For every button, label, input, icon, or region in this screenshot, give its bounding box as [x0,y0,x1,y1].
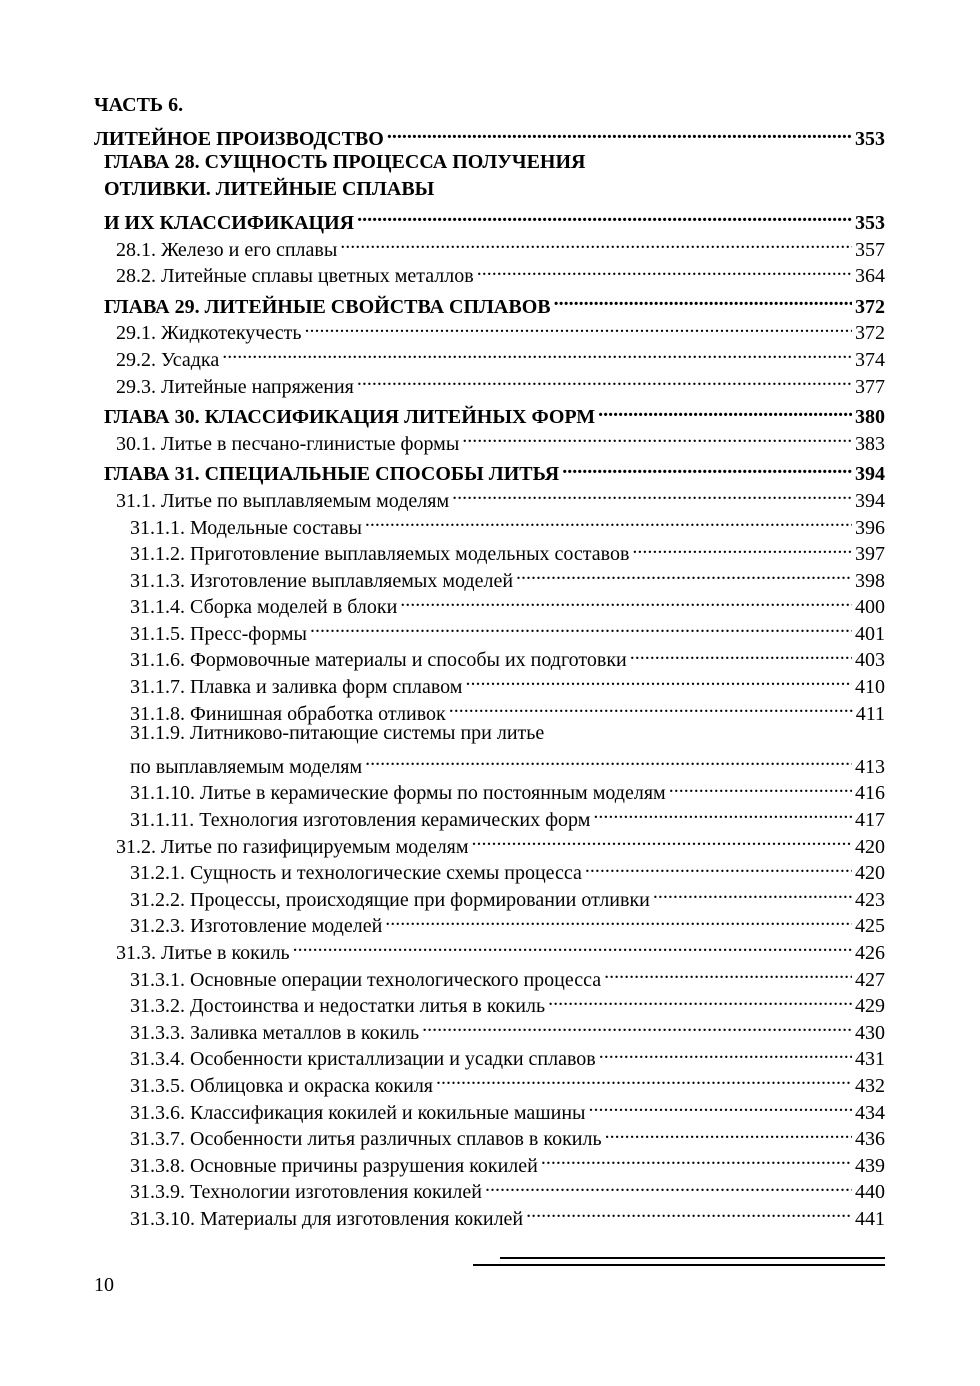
entry-title: 31.1.6. Формовочные материалы и способы их подготовки [130,649,627,672]
toc-entry-section[interactable] [116,423,885,455]
entry-title: 31.2.2. Процессы, происходящие при формировании отливки [130,888,650,911]
entry-page: 411 [855,702,885,725]
entry-title: 31.1.7. Плавка и заливка форм сплавом [130,676,463,699]
entry-title: 31.3.3. Заливка металлов в кокиль [130,1021,420,1044]
entry-page: 427 [855,968,885,991]
toc-entry-subsection[interactable] [130,640,885,672]
entry-page: 403 [855,649,885,672]
entry-title: 31.3.4. Особенности кристаллизации и усадки сплавов [130,1048,596,1071]
entry-title-part: 31.1.9. Литниково-питающие системы при литье [130,721,545,744]
dot-leader [310,613,852,640]
entry-title: 31.1.11. Технология изготовления керамических форм [130,809,591,832]
dot-leader [605,1119,852,1146]
entry-title: 31.3.1. Основные операции технологического процесса [130,968,602,991]
entry-page: 431 [855,1048,885,1071]
toc-entry-chapter-31[interactable] [104,454,885,486]
table-of-contents [0,92,980,1230]
dot-leader [516,560,852,587]
dot-leader [593,799,852,826]
entry-page: 426 [855,942,885,964]
dot-leader [387,119,852,146]
footer-rule-lower [473,1264,885,1266]
entry-title: 28.2. Литейные сплавы цветных металлов [116,265,474,288]
entry-page: 440 [855,1181,885,1204]
entry-title: 31.1.10. Литье в керамические формы по постоянным моделям [130,782,666,805]
part-label: ЧАСТЬ 6. [94,94,184,116]
entry-page: 410 [855,676,885,699]
entry-page: 364 [855,265,885,288]
entry-title: 29.2. Усадка [116,348,220,371]
entry-page: 372 [855,295,885,318]
page-number: 10 [94,1274,114,1296]
entry-title: ГЛАВА 30. КЛАССИФИКАЦИЯ ЛИТЕЙНЫХ ФОРМ [104,406,596,429]
entry-page: 439 [855,1154,885,1177]
toc-entry-section[interactable] [116,932,885,964]
entry-title: 31.1.8. Финишная обработка отливок [130,702,446,725]
dot-leader [400,587,852,614]
chapter-title-part: ОТЛИВКИ. ЛИТЕЙНЫЕ СПЛАВЫ [104,177,435,200]
dot-leader [422,1012,852,1039]
chapter-heading-line [104,176,980,203]
toc-entry-subsection[interactable] [130,693,885,725]
toc-entry-section[interactable] [116,313,885,345]
toc-entry-subsection[interactable] [130,1198,885,1230]
dot-leader [541,1145,852,1172]
entry-title: 31.1.5. Пресс-формы [130,622,307,645]
dot-leader [365,746,852,773]
dot-leader [632,534,852,561]
dot-leader [485,1172,852,1199]
dot-leader [588,1092,852,1119]
entry-title: 31.3.6. Классификация кокилей и кокильные машины [130,1101,586,1124]
entry-title: 31.2.1. Сущность и технологические схемы процесса [130,862,582,885]
toc-entry-subsection[interactable] [130,959,885,991]
toc-entry-chapter-29[interactable] [104,286,885,318]
dot-leader [385,906,852,933]
entry-page: 377 [855,375,885,398]
dot-leader [472,826,852,853]
toc-entry-subsection[interactable] [130,1119,885,1151]
entry-title: ЛИТЕЙНОЕ ПРОИЗВОДСТВО [94,128,384,151]
dot-leader [462,423,852,450]
dot-leader [436,1065,852,1092]
dot-leader [357,366,852,393]
entry-page: 413 [855,755,885,778]
entry-page: 436 [855,1128,885,1151]
toc-entry-subsection[interactable] [130,773,885,805]
toc-entry-chapter-28[interactable] [104,202,885,234]
dot-leader [598,397,852,424]
entry-title: ГЛАВА 29. ЛИТЕЙНЫЕ СВОЙСТВА СПЛАВОВ [104,295,551,318]
dot-leader [465,666,852,693]
entry-title: 31.1.4. Сборка моделей в блоки [130,596,398,619]
entry-page: 441 [855,1207,885,1230]
entry-title: 31.2. Литье по газифицируемым моделям [116,835,469,858]
dot-leader [554,286,852,313]
dot-leader [222,339,852,366]
chapter-heading-line [104,149,980,176]
entry-page: 430 [855,1021,885,1044]
entry-title: 28.1. Железо и его сплавы [116,238,338,261]
dot-leader [449,693,853,720]
entry-page: 416 [855,782,885,805]
toc-entry-section[interactable] [116,826,885,858]
entry-page: 417 [855,809,885,832]
toc-entry-subsection[interactable] [130,1039,885,1071]
entry-page: 383 [855,432,885,455]
toc-entry-subsection[interactable] [130,534,885,566]
dot-leader [669,773,852,800]
entry-page: 353 [855,128,885,151]
toc-entry-subsection[interactable] [130,666,885,699]
entry-title: 31.3.10. Материалы для изготовления кокилей [130,1207,524,1230]
entry-page: 394 [855,489,885,512]
entry-page: 374 [855,348,885,371]
toc-entry-subsection[interactable] [130,1092,885,1124]
entry-page: 353 [855,211,885,234]
toc-entry-subsection[interactable] [130,1065,885,1097]
entry-title: 29.1. Жидкотекучесть [116,322,302,345]
toc-entry-subsection[interactable] [130,986,885,1018]
entry-page: 397 [855,543,885,566]
toc-entry-chapter-30[interactable] [104,397,885,429]
toc-entry-section[interactable] [116,256,885,288]
toc-entry-part[interactable] [94,119,885,151]
toc-entry-section[interactable] [116,366,885,398]
entry-page: 420 [855,835,885,858]
toc-entry-subsection[interactable] [130,1172,885,1204]
entry-page: 394 [855,463,885,486]
toc-entry-subsection[interactable] [130,613,885,645]
chapter-title-part: ГЛАВА 28. СУЩНОСТЬ ПРОЦЕССА ПОЛУЧЕНИЯ [104,151,586,174]
toc-entry-section[interactable] [116,229,885,261]
dot-leader [357,202,852,229]
entry-title: 31.3.5. Облицовка и окраска кокиля [130,1074,434,1097]
toc-entry-subsection-line [130,720,980,747]
entry-page: 423 [855,888,885,911]
dot-leader [562,454,852,481]
entry-page: 396 [855,516,885,539]
toc-entry-subsection[interactable] [130,853,885,885]
entry-title: 31.1. Литье по выплавляемым моделям [116,489,450,512]
toc-entry-subsection[interactable] [130,1145,885,1177]
entry-page: 372 [855,322,885,345]
dot-leader [293,932,852,959]
dot-leader [585,853,852,880]
toc-entry-subsection[interactable] [130,746,885,778]
entry-page: 420 [855,862,885,885]
entry-page: 398 [855,569,885,592]
footer-rule-upper [500,1257,885,1259]
entry-title: 31.1.2. Приготовление выплавляемых модельных составов [130,543,630,566]
entry-title: ГЛАВА 31. СПЕЦИАЛЬНЫЕ СПОСОБЫ ЛИТЬЯ [104,463,560,486]
toc-entry-subsection[interactable] [130,906,885,938]
entry-page: 380 [855,406,885,429]
entry-title: 31.3.2. Достоинства и недостатки литья в кокиль [130,995,546,1018]
entry-title: 31.3.7. Особенности литья различных сплавов в кокиль [130,1128,602,1151]
entry-page: 429 [855,995,885,1018]
toc-entry-subsection[interactable] [130,587,885,619]
dot-leader [599,1039,852,1066]
dot-leader [452,480,852,507]
entry-page: 357 [855,238,885,261]
entry-title: 30.1. Литье в песчано-глинистые формы [116,432,460,455]
toc-entry-subsection[interactable] [130,799,885,832]
entry-title: 31.3.9. Технологии изготовления кокилей [130,1181,482,1204]
dot-leader [604,959,852,986]
entry-page: 434 [855,1101,885,1124]
entry-page: 432 [855,1074,885,1097]
dot-leader [526,1198,852,1225]
dot-leader [653,879,852,906]
dot-leader [365,507,852,534]
toc-entry-subsection[interactable] [130,560,885,592]
entry-title: 31.3.8. Основные причины разрушения кокилей [130,1154,538,1177]
part-heading [94,92,980,119]
entry-title: 31.2.3. Изготовление моделей [130,915,383,938]
toc-entry-subsection[interactable] [130,1012,885,1044]
entry-title: 31.3. Литье в кокиль [116,942,290,964]
toc-entry-subsection[interactable] [130,507,885,539]
dot-leader [304,313,852,340]
entry-title: 31.1.1. Модельные составы [130,516,362,539]
entry-page: 425 [855,915,885,938]
entry-title: И ИХ КЛАССИФИКАЦИЯ [104,211,355,234]
dot-leader [548,986,852,1013]
dot-leader [477,256,852,283]
dot-leader [340,229,852,256]
toc-entry-subsection[interactable] [130,879,885,911]
entry-page: 400 [855,596,885,619]
toc-entry-section[interactable] [116,480,885,512]
entry-page: 401 [855,622,885,645]
toc-entry-section[interactable] [116,339,885,371]
dot-leader [630,640,852,667]
entry-title: по выплавляемым моделям [130,755,363,778]
entry-title: 29.3. Литейные напряжения [116,375,354,398]
entry-title: 31.1.3. Изготовление выплавляемых моделей [130,569,514,592]
